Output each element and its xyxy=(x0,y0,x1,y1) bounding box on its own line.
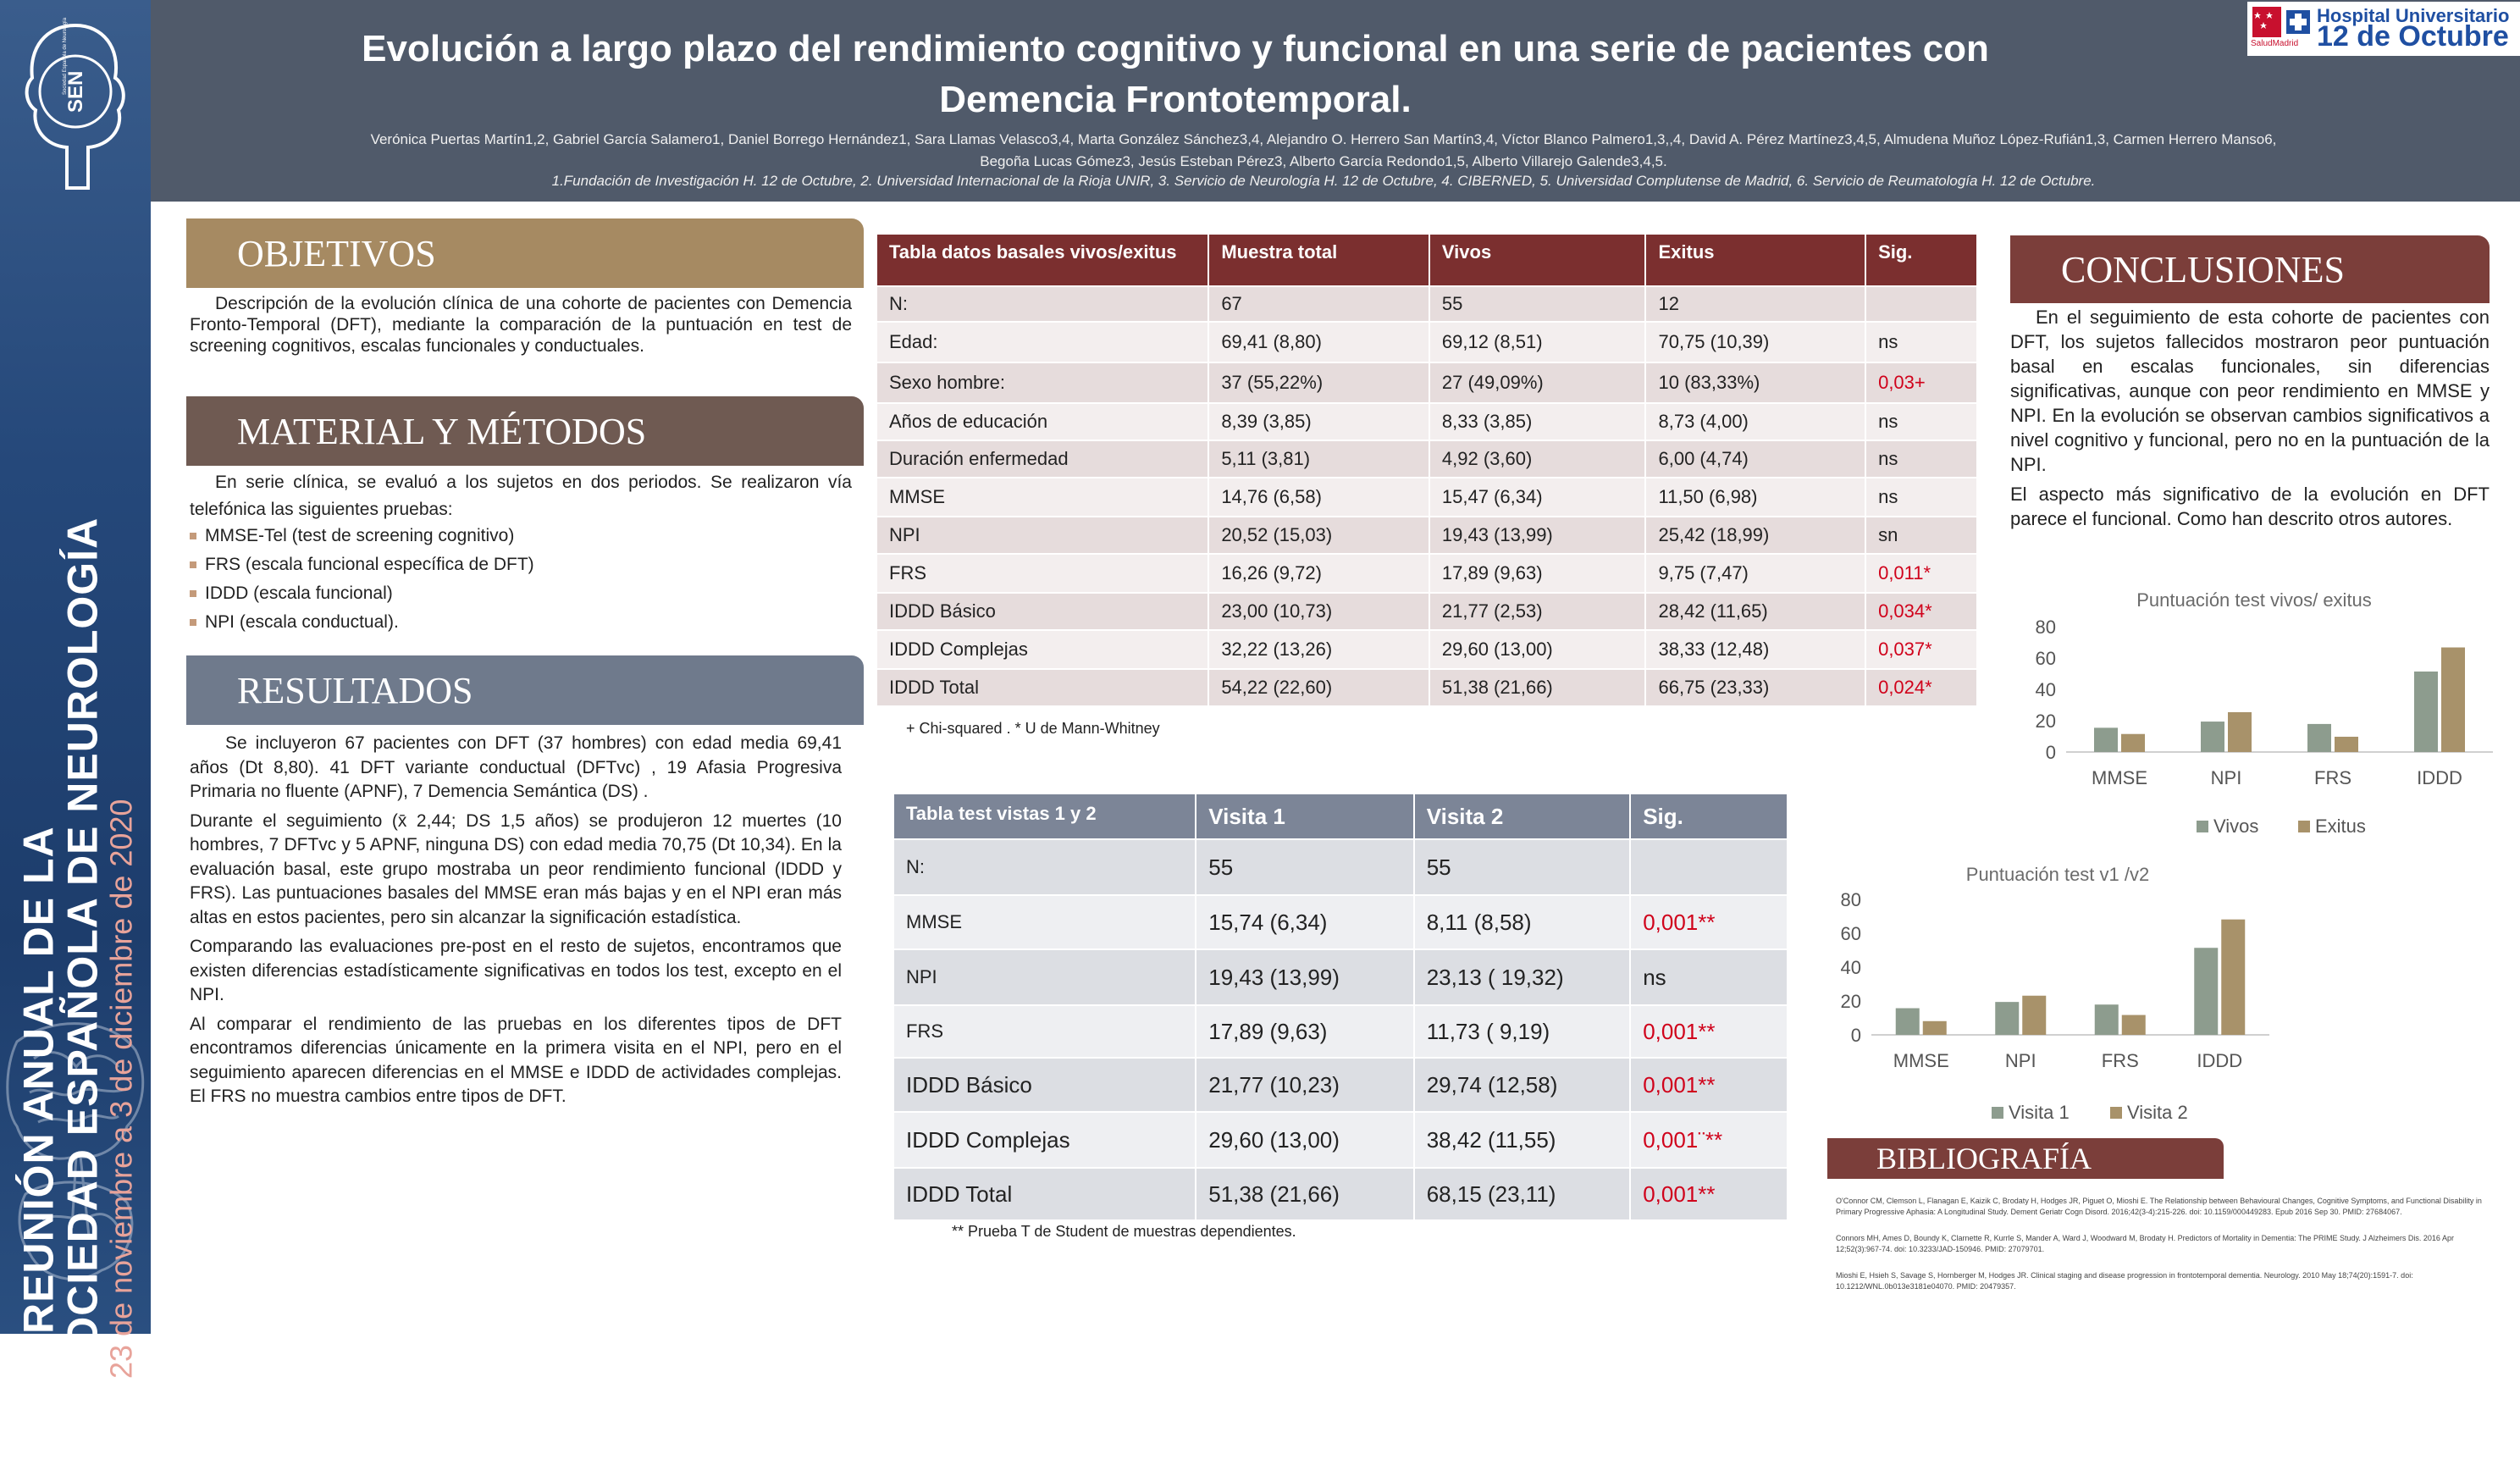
table-cell: 0,03+ xyxy=(1865,362,1977,403)
table-cell: 29,74 (12,58) xyxy=(1414,1058,1630,1112)
bibliography-ref: O'Connor CM, Clemson L, Flanagan E, Kaizik C, Brodaty H, Hodges JR, Piguet O, Mioshi E. The Relationship between Behavioural Changes, Cognitive Symptoms, and Functional Disability in Primary Progressive Aphasia: A Longitudinal Study. Dement Geriatr Cogn Disord. 2016;42(3-4):215-226. doi: 10.1159/000449283. Epub 2016 Sep 30. PMID: 27684067. xyxy=(1836,1197,2482,1216)
objetivos-text: Descripción de la evolución clínica de una cohorte de pacientes con Demencia Fronto-Temporal (DFT), mediante la comparación de la puntuación en test de screening cognitivos, escalas funcionales y conductuales. xyxy=(190,294,852,356)
table-row xyxy=(893,1005,1788,1058)
x-tick-label: FRS xyxy=(2314,767,2351,788)
table-cell: 38,33 (12,48) xyxy=(1645,630,1865,669)
table-cell: Años de educación xyxy=(876,403,1208,440)
conclusiones-heading-text: CONCLUSIONES xyxy=(2061,248,2345,290)
list-item: MMSE-Tel (test de screening cognitivo) xyxy=(190,522,852,550)
x-tick-label: MMSE xyxy=(1893,1050,1949,1071)
bar-vivos-npi xyxy=(2201,722,2224,752)
affiliations: 1.Fundación de Investigación H. 12 de Octubre, 2. Universidad Internacional de la Rioja UNIR, 3. Servicio de Neurología H. 12 de Octubre, 4. CIBERNED, 5. Universidad Complutense de Madrid, 6. Servicio de Reumatología H. 12 de Octubre. xyxy=(551,173,2096,189)
y-tick-label: 40 xyxy=(2035,679,2056,700)
table-cell: 0,001¨** xyxy=(1630,1112,1788,1168)
table-cell: ns xyxy=(1865,322,1977,362)
y-tick-label: 20 xyxy=(2035,711,2056,732)
banner-vertical-text xyxy=(3,500,139,1482)
table-cell: 29,60 (13,00) xyxy=(1429,630,1646,669)
resultados-text xyxy=(190,732,842,1109)
saludmadrid-brand: SaludMadrid xyxy=(2251,39,2299,48)
resultados-p2: Durante el seguimiento (x̄ 2,44; DS 1,5 años) se produjeron 12 muertes (10 hombres, 7 DFTvc y 5 APNF, ninguna DS) con edad media 70,75 (Dt 10,34). En la evaluación basal, este grupo mostraba un peor rendimiento funcional (IDDD y FRS). Las puntuaciones basales del MMSE eran más bajas y en el NPI eran más altas en estos pacientes, pero sin alcanzar la significación estadística. xyxy=(190,810,842,927)
table-cell: sn xyxy=(1865,517,1977,554)
chart-vivos-exitus xyxy=(2019,581,2493,845)
table-cell: Sexo hombre: xyxy=(876,362,1208,403)
chart-title: Puntuación test v1 /v2 xyxy=(1965,864,2150,885)
legend-label: Visita 2 xyxy=(2127,1102,2188,1123)
poster-header xyxy=(151,0,2520,202)
sen-logo xyxy=(20,19,130,196)
table-cell: 69,41 (8,80) xyxy=(1208,322,1429,362)
bar-vivos-mmse xyxy=(2094,727,2118,752)
table-cell: 5,11 (3,81) xyxy=(1208,440,1429,478)
x-tick-label: IDDD xyxy=(2197,1050,2243,1071)
table-cell: IDDD Total xyxy=(876,669,1208,706)
table-cell: 55 xyxy=(1429,286,1646,322)
table-cell: 51,38 (21,66) xyxy=(1196,1168,1413,1220)
table-cell: 29,60 (13,00) xyxy=(1196,1112,1413,1168)
banner-line1: REUNIÓN ANUAL DE LA xyxy=(14,826,63,1334)
bar-vivos-frs xyxy=(2307,724,2331,752)
table-cell: 25,42 (18,99) xyxy=(1645,517,1865,554)
banner-number: LXXII xyxy=(3,1341,65,1482)
table-cell: NPI xyxy=(876,517,1208,554)
x-tick-label: FRS xyxy=(2101,1050,2139,1071)
sen-logo-subtext: Sociedad Española de Neurología xyxy=(63,17,68,95)
table-cell: 8,11 (8,58) xyxy=(1414,895,1630,949)
table-cell: IDDD Básico xyxy=(893,1058,1196,1112)
table-cell: IDDD Complejas xyxy=(893,1112,1196,1168)
table-cell: IDDD Complejas xyxy=(876,630,1208,669)
table-cell: NPI xyxy=(893,949,1196,1005)
table-cell: 68,15 (23,11) xyxy=(1414,1168,1630,1220)
bar-visita-2-iddd xyxy=(2221,920,2245,1035)
table-cell: ns xyxy=(1865,440,1977,478)
legend-swatch xyxy=(2110,1107,2122,1119)
legend-label: Exitus xyxy=(2315,816,2366,837)
table-cell: FRS xyxy=(893,1005,1196,1058)
bar-exitus-frs xyxy=(2335,737,2358,752)
table-cell: 23,00 (10,73) xyxy=(1208,593,1429,630)
y-tick-label: 60 xyxy=(2035,648,2056,669)
conclusiones-p2: El aspecto más significativo de la evolución en DFT parece el funcional. Como han descrito otros autores. xyxy=(2010,484,2490,529)
left-banner xyxy=(0,0,151,1482)
bar-visita-2-frs xyxy=(2122,1015,2146,1035)
list-item: NPI (escala conductual). xyxy=(190,608,852,637)
table-cell: 51,38 (21,66) xyxy=(1429,669,1646,706)
table-cell: 19,43 (13,99) xyxy=(1429,517,1646,554)
table-row xyxy=(893,895,1788,949)
table-cell: 12 xyxy=(1645,286,1865,322)
bibliography-ref: Connors MH, Ames D, Boundy K, Clarnette R, Kurrle S, Mander A, Ward J, Woodward M, Brodaty H. Predictors of Mortality in Dementia: The PRIME Study. J Alzheimers Dis. 2016 Apr 12;52(3):967-74. doi: 10.3233/JAD-150946. PMID: 27079701. xyxy=(1836,1234,2454,1253)
table-cell: 11,73 ( 9,19) xyxy=(1414,1005,1630,1058)
chart-visita1-visita2 xyxy=(1829,859,2269,1131)
table-cell xyxy=(1865,286,1977,322)
banner-dates: 23 de noviembre a 3 de diciembre de 2020 xyxy=(103,799,139,1379)
y-tick-label: 20 xyxy=(1840,991,1861,1012)
table-cell: 0,001** xyxy=(1630,1005,1788,1058)
bar-exitus-iddd xyxy=(2441,648,2465,752)
table-header-cell: Muestra total xyxy=(1208,234,1429,286)
resultados-heading xyxy=(186,655,864,725)
table-row xyxy=(876,286,1977,322)
legend-swatch xyxy=(1992,1107,2003,1119)
table-cell: MMSE xyxy=(893,895,1196,949)
table-header-cell: Exitus xyxy=(1645,234,1865,286)
y-tick-label: 80 xyxy=(2035,617,2056,638)
table-cell: ns xyxy=(1865,403,1977,440)
bibliografia-refs xyxy=(1836,1196,2496,1292)
poster-title xyxy=(151,24,2200,125)
table-row xyxy=(876,669,1977,706)
conclusiones-p1: En el seguimiento de esta cohorte de pacientes con DFT, los sujetos fallecidos mostraron peor puntuación basal en escalas funcionales, sin diferencias significativas, aunque con peor rendimiento en MMSE y NPI. En la evolución se observan cambios significativos a nivel cognitivo y funcional, pero no en la puntuación de la NPI. xyxy=(2010,307,2490,475)
y-tick-label: 60 xyxy=(1840,923,1861,944)
table-row xyxy=(876,478,1977,517)
bar-vivos-iddd xyxy=(2414,672,2438,752)
bar-exitus-npi xyxy=(2228,712,2252,752)
legend-label: Visita 1 xyxy=(2009,1102,2070,1123)
bar-visita-2-npi xyxy=(2022,996,2046,1035)
bibliografia-heading xyxy=(1827,1138,2224,1179)
table-cell: 0,001** xyxy=(1630,1058,1788,1112)
table-row xyxy=(893,1112,1788,1168)
table-cell: 55 xyxy=(1196,839,1413,895)
table-cell: 55 xyxy=(1414,839,1630,895)
table-cell: 9,75 (7,47) xyxy=(1645,554,1865,593)
hospital-name-line1: Hospital Universitario xyxy=(2317,5,2510,26)
title-line1: Evolución a largo plazo del rendimiento cognitivo y funcional en una serie de pacientes con xyxy=(362,28,1989,69)
bibliography-ref: Mioshi E, Hsieh S, Savage S, Hornberger M, Hodges JR. Clinical staging and disease progression in frontotemporal dementia. Neurology. 2010 May 18;74(20):1591-7. doi: 10.1212/WNL.0b013e3181e04070. PMID: 20479357. xyxy=(1836,1271,2413,1291)
table-header-row xyxy=(893,794,1788,839)
list-item: IDDD (escala funcional) xyxy=(190,579,852,608)
bar-visita-1-iddd xyxy=(2194,948,2218,1035)
table-cell: 54,22 (22,60) xyxy=(1208,669,1429,706)
table-header-cell: Sig. xyxy=(1630,794,1788,839)
table-cell xyxy=(1630,839,1788,895)
table-row xyxy=(876,630,1977,669)
chart-title: Puntuación test vivos/ exitus xyxy=(2136,589,2372,611)
table-header-cell: Sig. xyxy=(1865,234,1977,286)
table-cell: ns xyxy=(1630,949,1788,1005)
y-tick-label: 0 xyxy=(2045,742,2056,763)
bar-visita-1-mmse xyxy=(1896,1009,1920,1035)
conclusiones-text xyxy=(2010,305,2490,531)
table-header-cell: Vivos xyxy=(1429,234,1646,286)
table-header-cell: Tabla test vistas 1 y 2 xyxy=(893,794,1196,839)
metodos-heading-text: MATERIAL Y MÉTODOS xyxy=(237,410,647,452)
x-tick-label: NPI xyxy=(2004,1050,2036,1071)
table-cell: 0,024* xyxy=(1865,669,1977,706)
table-cell: 28,42 (11,65) xyxy=(1645,593,1865,630)
table-cell: ns xyxy=(1865,478,1977,517)
table-cell: Duración enfermedad xyxy=(876,440,1208,478)
table-cell: 19,43 (13,99) xyxy=(1196,949,1413,1005)
conclusiones-heading xyxy=(2010,235,2490,303)
table-cell: 0,001** xyxy=(1630,895,1788,949)
table-cell: 69,12 (8,51) xyxy=(1429,322,1646,362)
legend-swatch xyxy=(2197,821,2208,832)
bar-visita-1-npi xyxy=(1995,1002,2019,1035)
x-tick-label: MMSE xyxy=(2092,767,2147,788)
table-cell: N: xyxy=(876,286,1208,322)
bar-visita-1-frs xyxy=(2095,1004,2119,1035)
table-cell: IDDD Básico xyxy=(876,593,1208,630)
hospital-name-line2: 12 de Octubre xyxy=(2317,20,2509,53)
table-cell: Edad: xyxy=(876,322,1208,362)
authors-line2: Begoña Lucas Gómez3, Jesús Esteban Pérez3, Alberto García Redondo1,5, Alberto Villarejo Galende3,4,5. xyxy=(980,153,1667,169)
banner-line2: SOCIEDAD ESPAÑOLA DE NEUROLOGÍA xyxy=(58,517,107,1379)
table-cell: 66,75 (23,33) xyxy=(1645,669,1865,706)
madrid-crest-icon xyxy=(2251,5,2313,39)
table-visits xyxy=(892,793,1788,1221)
table-cell: 0,011* xyxy=(1865,554,1977,593)
table-cell: 37 (55,22%) xyxy=(1208,362,1429,403)
table-cell: 67 xyxy=(1208,286,1429,322)
resultados-heading-text: RESULTADOS xyxy=(237,669,473,711)
table-row xyxy=(876,362,1977,403)
table2-note: ** Prueba T de Student de muestras dependientes. xyxy=(952,1223,1296,1240)
table-cell: 16,26 (9,72) xyxy=(1208,554,1429,593)
table-cell: 38,42 (11,55) xyxy=(1414,1112,1630,1168)
resultados-p4: Al comparar el rendimiento de las pruebas en los diferentes tipos de DFT encontramos diferencias únicamente en la primera visita en el NPI, pero en el seguimiento aparecen diferencias en el MMSE e IDDD de actividades complejas. El FRS no muestra cambios entre tipos de DFT. xyxy=(190,1014,842,1106)
table-cell: MMSE xyxy=(876,478,1208,517)
x-tick-label: NPI xyxy=(2210,767,2242,788)
table-cell: 27 (49,09%) xyxy=(1429,362,1646,403)
y-tick-label: 80 xyxy=(1840,889,1861,910)
table-row xyxy=(893,949,1788,1005)
bar-visita-2-mmse xyxy=(1923,1021,1947,1035)
table-row xyxy=(876,517,1977,554)
objetivos-heading xyxy=(186,218,864,288)
table-row xyxy=(876,554,1977,593)
table-cell: 14,76 (6,58) xyxy=(1208,478,1429,517)
table-cell: 10 (83,33%) xyxy=(1645,362,1865,403)
table-cell: 70,75 (10,39) xyxy=(1645,322,1865,362)
table-cell: 23,13 ( 19,32) xyxy=(1414,949,1630,1005)
resultados-p3: Comparando las evaluaciones pre-post en el resto de sujetos, encontramos que existen diferencias estadísticamente significativas en todos los test, excepto en el NPI. xyxy=(190,937,842,1004)
authors xyxy=(286,129,2361,173)
table-cell: 21,77 (2,53) xyxy=(1429,593,1646,630)
table-cell: 15,74 (6,34) xyxy=(1196,895,1413,949)
table-cell: 32,22 (13,26) xyxy=(1208,630,1429,669)
table-cell: 6,00 (4,74) xyxy=(1645,440,1865,478)
objetivos-heading-text: OBJETIVOS xyxy=(237,232,436,274)
table-row xyxy=(893,839,1788,895)
table-baseline xyxy=(876,233,1978,707)
table-cell: 20,52 (15,03) xyxy=(1208,517,1429,554)
sen-logo-text: SEN xyxy=(64,70,87,113)
legend-label: Vivos xyxy=(2213,816,2259,837)
table-cell: 17,89 (9,63) xyxy=(1429,554,1646,593)
table-row xyxy=(893,1058,1788,1112)
metodos-heading xyxy=(186,396,864,466)
table-cell: 0,034* xyxy=(1865,593,1977,630)
table1-note: + Chi-squared . * U de Mann-Whitney xyxy=(906,720,1160,737)
table-row xyxy=(893,1168,1788,1220)
hospital-logo xyxy=(2247,2,2520,56)
table-header-cell: Visita 2 xyxy=(1414,794,1630,839)
table-cell: FRS xyxy=(876,554,1208,593)
table-cell: 17,89 (9,63) xyxy=(1196,1005,1413,1058)
table-cell: 21,77 (10,23) xyxy=(1196,1058,1413,1112)
legend-swatch xyxy=(2298,821,2310,832)
x-tick-label: IDDD xyxy=(2417,767,2462,788)
resultados-p1: Se incluyeron 67 pacientes con DFT (37 hombres) con edad media 69,41 años (Dt 8,80). 41 DFT variante conductual (DFTvc) , 19 Afasia Progresiva Primaria no fluente (APNF), 7 Demencia Semántica (DS) . xyxy=(190,733,842,801)
table-cell: 15,47 (6,34) xyxy=(1429,478,1646,517)
authors-line1: Verónica Puertas Martín1,2, Gabriel García Salamero1, Daniel Borrego Hernández1, Sara Llamas Velasco3,4, Marta González Sánchez3,4, Alejandro O. Herrero San Martín3,4, Víctor Blanco Palmero1,3,,4, David A. Pérez Martínez3,4,5, Almudena Muñoz López-Rufián1,3, Carmen Herrero Manso6, xyxy=(370,131,2277,147)
table-cell: 8,73 (4,00) xyxy=(1645,403,1865,440)
table-cell: 0,001** xyxy=(1630,1168,1788,1220)
table-cell: 4,92 (3,60) xyxy=(1429,440,1646,478)
list-item: FRS (escala funcional específica de DFT) xyxy=(190,550,852,579)
table-row xyxy=(876,403,1977,440)
table-cell: 8,33 (3,85) xyxy=(1429,403,1646,440)
y-tick-label: 40 xyxy=(1840,957,1861,978)
table-cell: N: xyxy=(893,839,1196,895)
y-tick-label: 0 xyxy=(1850,1025,1861,1046)
bar-exitus-mmse xyxy=(2121,734,2145,752)
table-header-row xyxy=(876,234,1977,286)
table-row xyxy=(876,593,1977,630)
table-header-cell: Visita 1 xyxy=(1196,794,1413,839)
table-cell: 0,037* xyxy=(1865,630,1977,669)
table-cell: IDDD Total xyxy=(893,1168,1196,1220)
table-row xyxy=(876,440,1977,478)
table-header-cell: Tabla datos basales vivos/exitus xyxy=(876,234,1208,286)
table-cell: 11,50 (6,98) xyxy=(1645,478,1865,517)
metodos-list xyxy=(190,522,852,637)
bibliografia-heading-text: BIBLIOGRAFÍA xyxy=(1876,1142,2092,1175)
title-line2: Demencia Frontotemporal. xyxy=(939,79,1412,120)
table-cell: 8,39 (3,85) xyxy=(1208,403,1429,440)
table-row xyxy=(876,322,1977,362)
metodos-text: En serie clínica, se evaluó a los sujetos en dos periodos. Se realizaron vía telefónica las siguientes pruebas: xyxy=(190,473,852,519)
